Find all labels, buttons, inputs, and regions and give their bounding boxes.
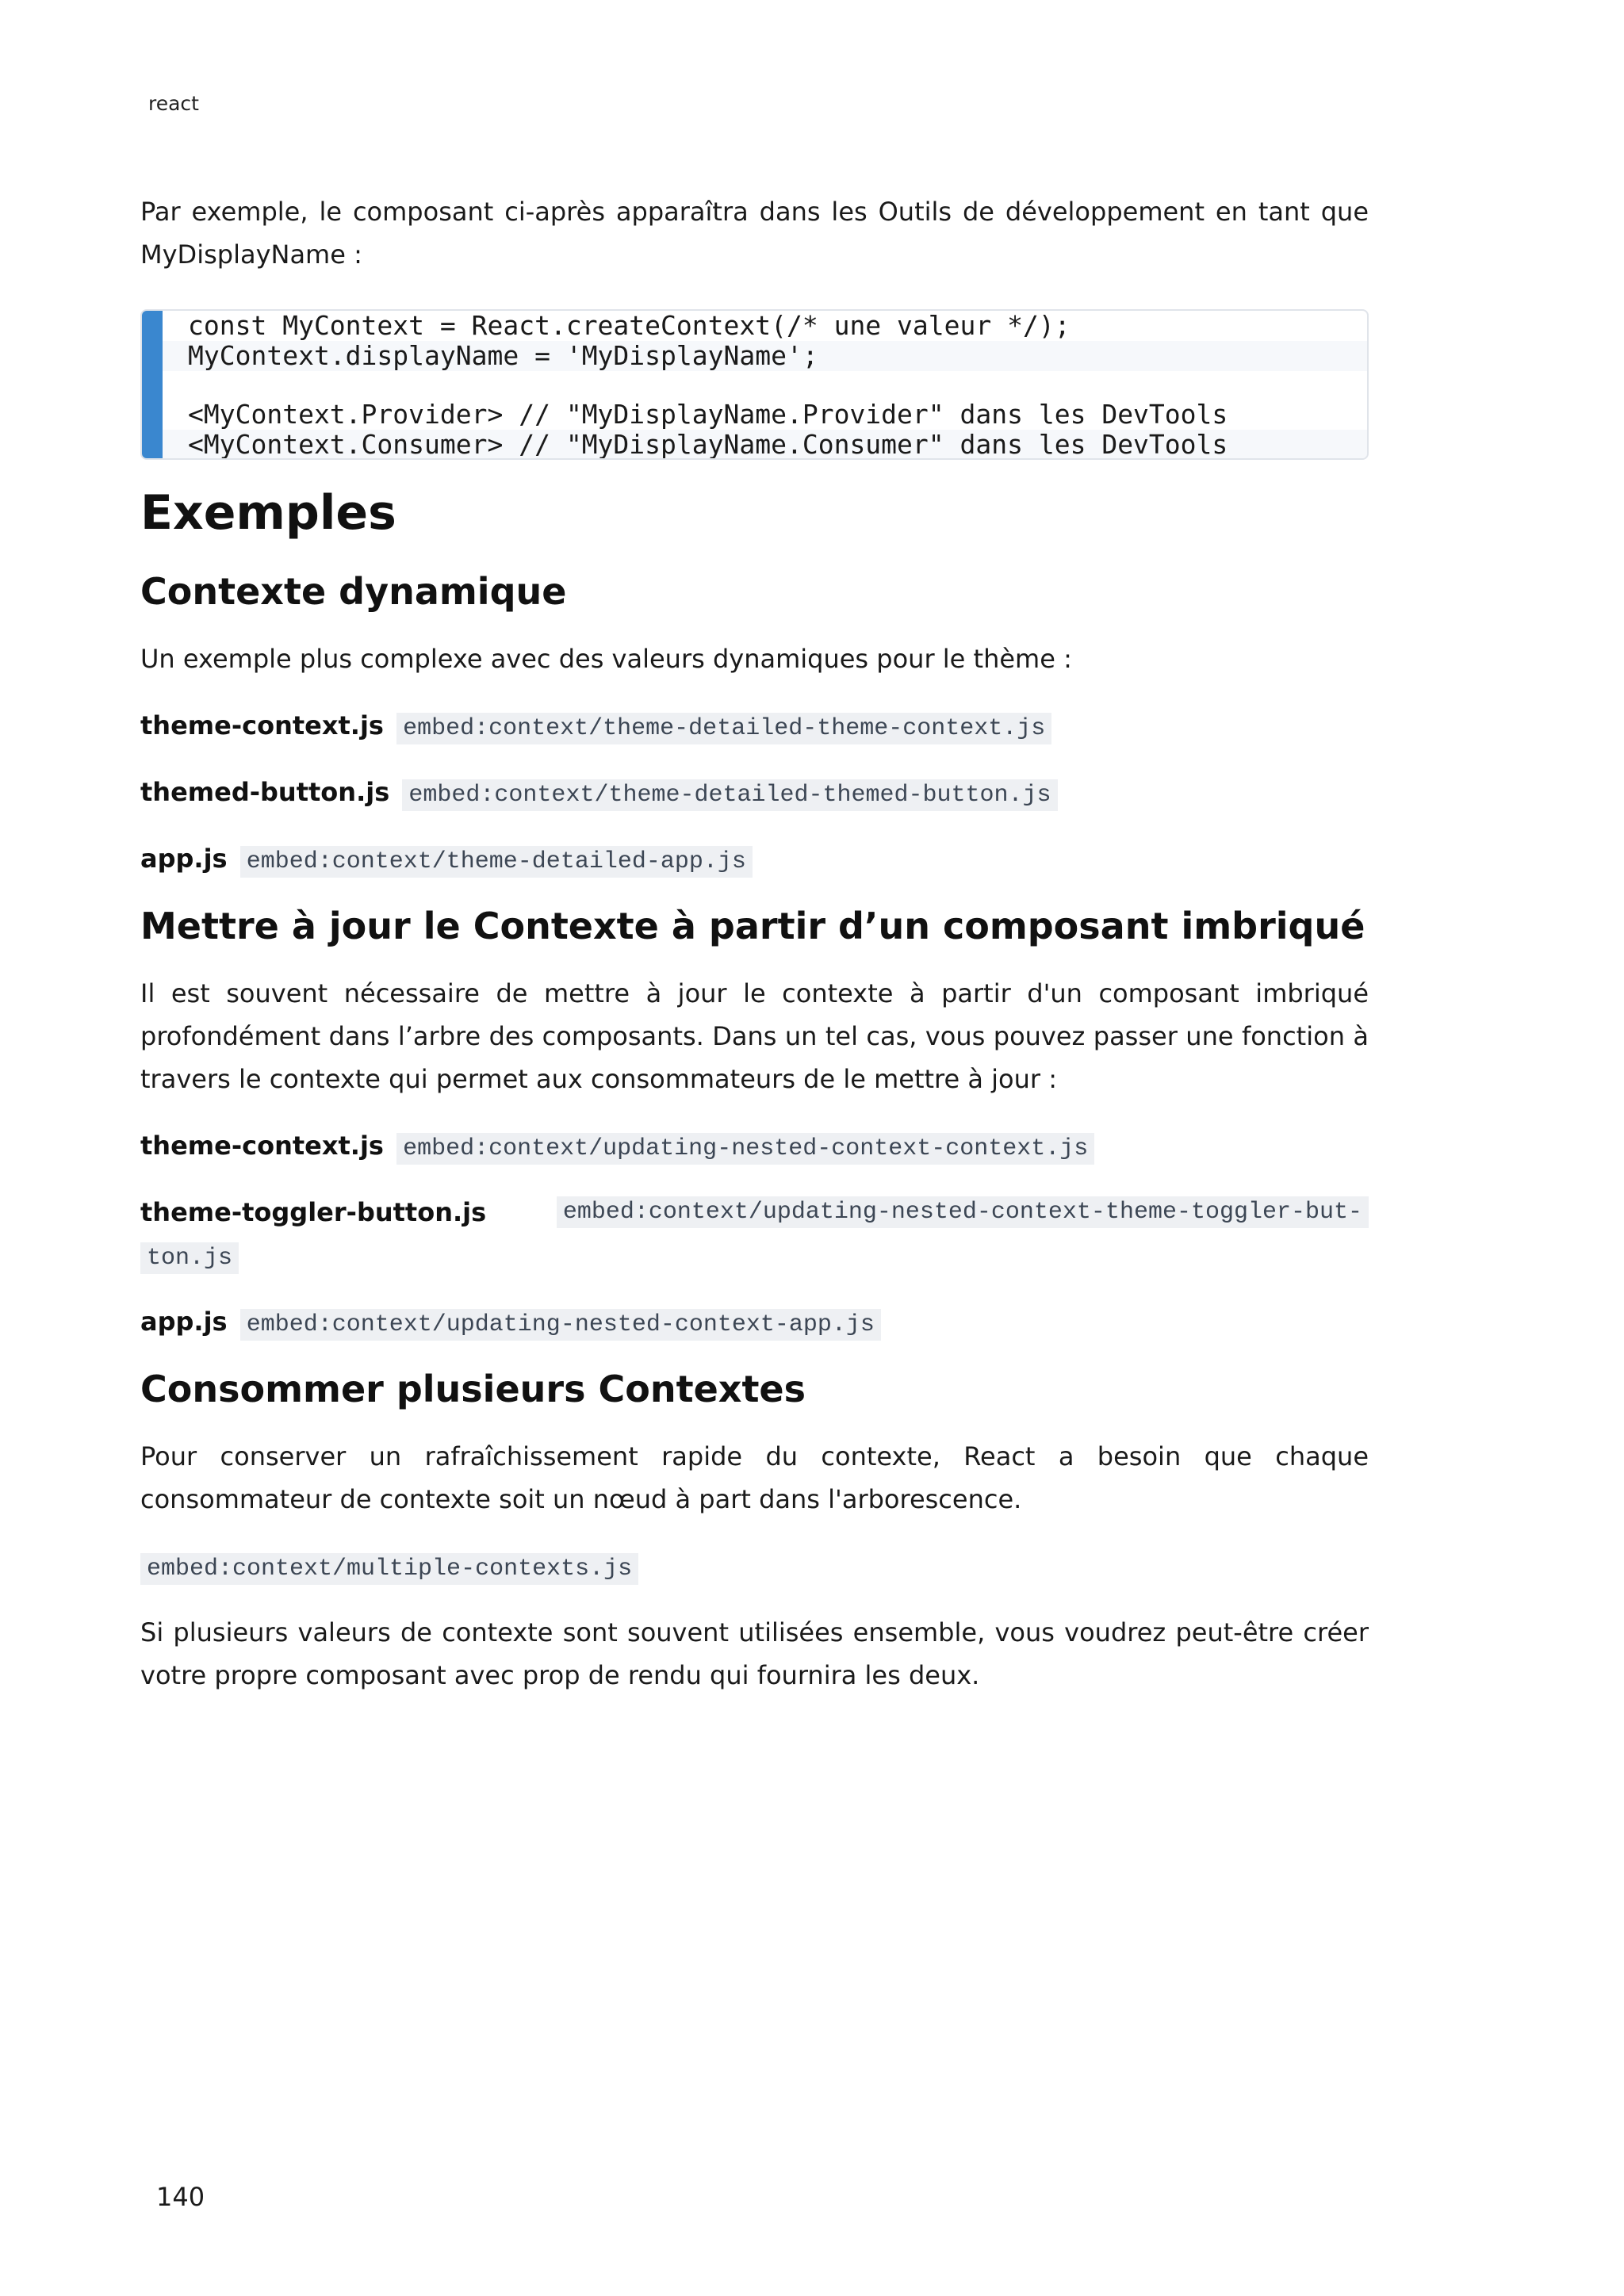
- embed-reference: embed:context/updating-nested-context-app.js: [240, 1309, 881, 1341]
- running-header: react: [148, 92, 199, 115]
- file-label: app.js: [140, 844, 228, 874]
- nested-update-paragraph: Il est souvent nécessaire de mettre à jour le contexte à partir d'un composant imbriqué profondément dans l’arbre des composants. Dans un tel cas, vous pouvez passer une fonction à travers le contexte qui permet aux consommateurs de le mettre à jour :: [140, 978, 1369, 1094]
- code-line: <MyContext.Consumer> // "MyDisplayName.Consumer" dans les DevTools: [163, 430, 1367, 460]
- file-label: theme-context.js: [140, 1131, 384, 1161]
- embed-reference: embed:context/updating-nested-context-context.js: [396, 1133, 1094, 1165]
- subsection-title-dynamic-context: Contexte dynamique: [140, 570, 567, 613]
- code-line-blank: [163, 371, 1367, 400]
- file-reference: [140, 1191, 1369, 1276]
- subsection-title-nested-update: Mettre à jour le Contexte à partir d’un composant imbriqué: [140, 905, 1365, 947]
- file-reference: [140, 837, 1369, 880]
- file-reference: [140, 1300, 1369, 1343]
- code-block-accent-bar: [142, 311, 163, 458]
- dynamic-context-paragraph: Un exemple plus complexe avec des valeurs dynamiques pour le thème :: [140, 644, 1072, 674]
- intro-paragraph: Par exemple, le composant ci-après apparaîtra dans les Outils de développement en tant que MyDisplayName :: [140, 197, 1369, 270]
- embed-reference-continued: ton.js: [140, 1242, 239, 1274]
- file-reference: [140, 771, 1369, 813]
- code-line: <MyContext.Provider> // "MyDisplayName.Provider" dans les DevTools: [188, 399, 1228, 430]
- page-content: [140, 190, 1369, 1697]
- file-reference: [140, 1124, 1369, 1167]
- section-title: Exemples: [140, 485, 396, 541]
- embed-reference: embed:context/theme-detailed-themed-button.js: [402, 779, 1057, 811]
- subsection-title-multiple-contexts: Consommer plusieurs Contextes: [140, 1368, 806, 1410]
- embed-reference: embed:context/multiple-contexts.js: [140, 1553, 638, 1585]
- multiple-contexts-closing-paragraph: Si plusieurs valeurs de contexte sont souvent utilisées ensemble, vous voudrez peut-être créer votre propre composant avec prop de rendu qui fournira les deux.: [140, 1617, 1369, 1690]
- embed-reference: embed:context/theme-detailed-app.js: [240, 846, 753, 878]
- page-number: 140: [156, 2182, 205, 2212]
- embed-reference: embed:context/theme-detailed-theme-context.js: [396, 713, 1051, 744]
- code-line: MyContext.displayName = 'MyDisplayName';: [163, 341, 1367, 371]
- multiple-contexts-paragraph: Pour conserver un rafraîchissement rapide du contexte, React a besoin que chaque consommateur de contexte soit un nœud à part dans l'arborescence.: [140, 1441, 1369, 1514]
- file-label: app.js: [140, 1307, 228, 1337]
- embed-line: [140, 1544, 1369, 1587]
- code-block: [140, 309, 1369, 460]
- code-content: [163, 311, 1367, 458]
- file-label: theme-context.js: [140, 710, 384, 740]
- embed-reference: embed:context/updating-nested-context-theme-toggler-but-: [557, 1196, 1369, 1228]
- code-line: const MyContext = React.createContext(/* une valeur */);: [188, 310, 1071, 341]
- file-label: theme-toggler-button.js: [140, 1197, 487, 1227]
- file-reference: [140, 704, 1369, 747]
- file-label: themed-button.js: [140, 777, 390, 807]
